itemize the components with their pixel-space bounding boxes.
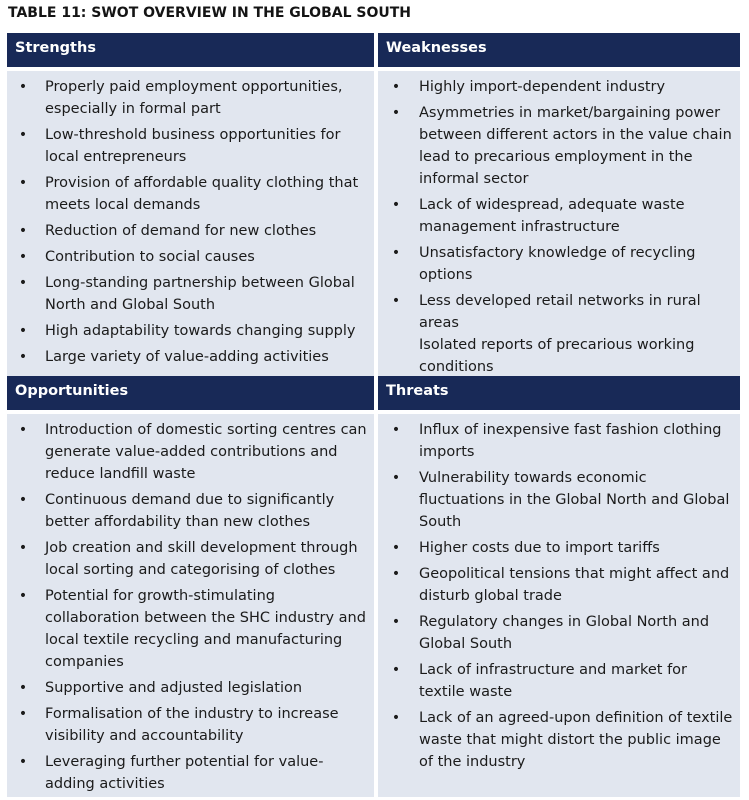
swot-table [7, 33, 740, 797]
list-item: • Unsatisfactory knowledge of recycling options [378, 242, 740, 286]
list-item: • Large variety of value-adding activities [7, 346, 374, 368]
list-item: • Higher costs due to import tariffs [378, 537, 740, 559]
bullet-icon: • [391, 662, 401, 678]
bullet-icon: • [18, 492, 28, 508]
bullet-icon: • [391, 614, 401, 630]
bullet-icon: • [391, 566, 401, 582]
bullet-icon: • [18, 706, 28, 722]
table-title: TABLE 11: SWOT OVERVIEW IN THE GLOBAL SOUTH [8, 5, 411, 21]
bullet-icon: • [18, 175, 28, 191]
bullet-icon: • [18, 275, 28, 291]
list-item: • High adaptability towards changing supply [7, 320, 374, 342]
opportunities-header: Opportunities [7, 376, 374, 414]
bullet-icon: • [18, 249, 28, 265]
list-item: • Asymmetries in market/bargaining power between different actors in the value chain lead to precarious employment in the informal sector [378, 102, 740, 190]
list-item: • Reduction of demand for new clothes [7, 220, 374, 242]
list-item: • Long-standing partnership between Global North and Global South [7, 272, 374, 316]
list-item: • Regulatory changes in Global North and Global South [378, 611, 740, 655]
bullet-icon: • [391, 79, 401, 95]
weaknesses-header: Weaknesses [378, 33, 740, 71]
bullet-icon: • [391, 710, 401, 726]
bullet-icon: • [18, 680, 28, 696]
bullet-icon: • [391, 540, 401, 556]
list-item: • Low-threshold business opportunities for local entrepreneurs [7, 124, 374, 168]
continuation-line: Isolated reports of precarious working conditions [419, 337, 695, 375]
list-item: • Contribution to social causes [7, 246, 374, 268]
list-item: • Continuous demand due to significantly better affordability than new clothes [7, 489, 374, 533]
list-item: • Provision of affordable quality clothing that meets local demands [7, 172, 374, 216]
list-item: • Lack of widespread, adequate waste management infrastructure [378, 194, 740, 238]
list-item: • Lack of an agreed-upon definition of textile waste that might distort the public image of the industry [378, 707, 740, 773]
list-item: • Influx of inexpensive fast fashion clothing imports [378, 419, 740, 463]
bullet-icon: • [391, 197, 401, 213]
bullet-icon: • [18, 754, 28, 770]
list-item: • Highly import-dependent industry [378, 76, 740, 98]
bullet-icon: • [391, 293, 401, 309]
list-item: • Geopolitical tensions that might affect and disturb global trade [378, 563, 740, 607]
list-item: • Less developed retail networks in rural areas Isolated reports of precarious working conditions [378, 290, 740, 378]
list-item: • Leveraging further potential for value-adding activities [7, 751, 374, 795]
bullet-icon: • [391, 105, 401, 121]
bullet-icon: • [391, 422, 401, 438]
weaknesses-quadrant [378, 33, 740, 376]
threats-header: Threats [378, 376, 740, 414]
opportunities-list [7, 414, 374, 795]
bullet-icon: • [18, 223, 28, 239]
list-item: • Lack of infrastructure and market for textile waste [378, 659, 740, 703]
strengths-list [7, 71, 374, 368]
strengths-header: Strengths [7, 33, 374, 71]
opportunities-quadrant [7, 376, 374, 797]
strengths-quadrant [7, 33, 374, 376]
list-item: • Formalisation of the industry to increase visibility and accountability [7, 703, 374, 747]
threats-quadrant [378, 376, 740, 797]
list-item: • Job creation and skill development through local sorting and categorising of clothes [7, 537, 374, 581]
bullet-icon: • [391, 245, 401, 261]
list-item: • Introduction of domestic sorting centres can generate value-added contributions and reduce landfill waste [7, 419, 374, 485]
list-item: • Properly paid employment opportunities, especially in formal part [7, 76, 374, 120]
bullet-icon: • [18, 540, 28, 556]
bullet-icon: • [18, 349, 28, 365]
bullet-icon: • [18, 79, 28, 95]
bullet-icon: • [18, 588, 28, 604]
bullet-icon: • [18, 323, 28, 339]
bullet-icon: • [18, 127, 28, 143]
bullet-icon: • [391, 470, 401, 486]
weaknesses-list [378, 71, 740, 378]
bullet-icon: • [18, 422, 28, 438]
threats-list [378, 414, 740, 773]
list-item: • Supportive and adjusted legislation [7, 677, 374, 699]
list-item: • Vulnerability towards economic fluctuations in the Global North and Global South [378, 467, 740, 533]
list-item: • Potential for growth-stimulating collaboration between the SHC industry and local textile recycling and manufacturing companies [7, 585, 374, 673]
